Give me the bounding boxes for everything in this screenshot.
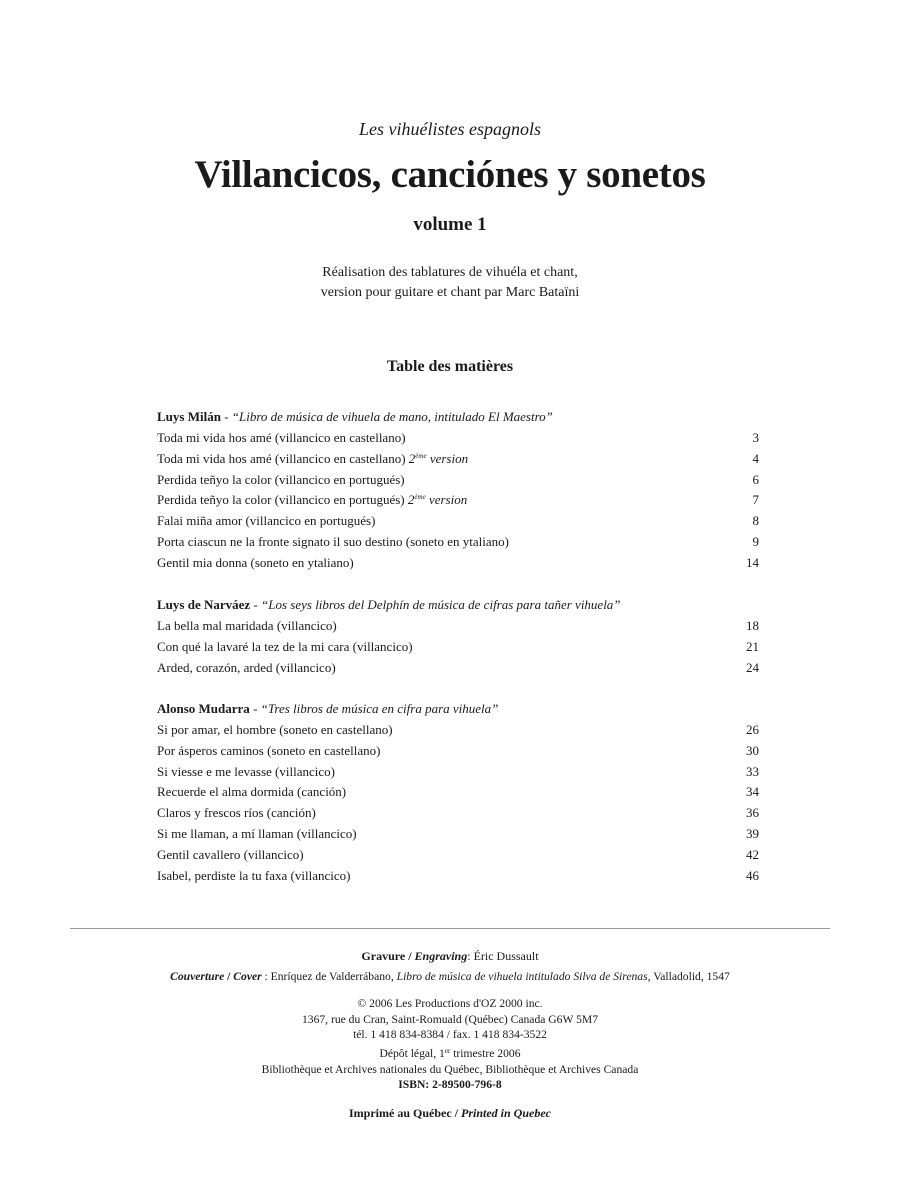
engraving-credit: Gravure / Engraving: Éric Dussault bbox=[361, 949, 539, 963]
entry-title: Gentil cavallero (villancico) bbox=[157, 846, 304, 862]
entry-page: 9 bbox=[752, 534, 759, 550]
toc-entry bbox=[157, 616, 759, 637]
entry-page: 26 bbox=[746, 721, 759, 737]
entry-title: La bella mal maridada (villancico) bbox=[157, 617, 337, 633]
toc-entry bbox=[157, 866, 759, 887]
entry-title: Porta ciascun ne la fronte signato il suo destino (soneto en ytaliano) bbox=[157, 534, 509, 550]
toc-entry bbox=[157, 470, 759, 491]
address: 1367, rue du Cran, Saint-Romuald (Québec) Canada G6W 5M7 bbox=[301, 1012, 598, 1026]
legal-deposit bbox=[0, 1046, 900, 1093]
entry-title: Falai miña amor (villancico en portugués) bbox=[157, 513, 376, 529]
toc-section-narvaez bbox=[157, 595, 759, 678]
entry-page: 4 bbox=[752, 450, 759, 466]
realisation-line: version pour guitare et chant par Marc Bataïni bbox=[320, 285, 580, 300]
composer-line bbox=[157, 407, 759, 428]
entry-page: 36 bbox=[746, 805, 759, 821]
entry-page: 6 bbox=[752, 471, 759, 487]
toc-entry bbox=[157, 782, 759, 803]
separator: - bbox=[249, 701, 261, 716]
toc-entry bbox=[157, 741, 759, 762]
series-title: Les vihuélistes espagnols bbox=[359, 119, 541, 139]
toc-entry bbox=[157, 762, 759, 783]
entry-page: 14 bbox=[746, 554, 759, 570]
composer-name: Alonso Mudarra bbox=[157, 701, 250, 716]
realisation-line: Réalisation des tablatures de vihuéla et chant, bbox=[322, 265, 578, 280]
composer-line bbox=[157, 595, 759, 616]
realisation-credit bbox=[0, 263, 900, 303]
entry-page: 30 bbox=[746, 742, 759, 758]
entry-title: Gentil mia donna (soneto en ytaliano) bbox=[157, 554, 354, 570]
entry-title: Perdida teñyo la color (villancico en portugués) bbox=[157, 492, 408, 508]
divider bbox=[70, 928, 830, 929]
toc-entry bbox=[157, 553, 759, 574]
version-note: 2ème version bbox=[407, 492, 468, 508]
page-title: Villancicos, canciónes y sonetos bbox=[194, 153, 706, 196]
entry-page: 3 bbox=[752, 429, 759, 445]
composer-name: Luys de Narváez bbox=[157, 597, 251, 612]
phone-fax: tél. 1 418 834-8384 / fax. 1 418 834-3522 bbox=[353, 1028, 547, 1041]
depot-legal: Dépôt légal, 1er trimestre 2006 bbox=[379, 1047, 521, 1060]
toc-section-milan bbox=[157, 407, 759, 574]
toc-entry bbox=[157, 803, 759, 824]
toc-entry bbox=[157, 428, 759, 449]
entry-title: Claros y frescos ríos (canción) bbox=[157, 805, 316, 821]
entry-page: 33 bbox=[746, 763, 759, 779]
entry-title: Arded, corazón, arded (villancico) bbox=[157, 659, 336, 675]
toc-entry bbox=[157, 824, 759, 845]
entry-title: Con qué la lavaré la tez de la mi cara (villancico) bbox=[157, 638, 413, 654]
entry-page: 24 bbox=[746, 659, 759, 675]
entry-page: 39 bbox=[746, 826, 759, 842]
source-title: “Libro de música de vihuela de mano, intitulado El Maestro” bbox=[231, 409, 553, 424]
entry-title: Toda mi vida hos amé (villancico en castellano) bbox=[157, 429, 406, 445]
entry-title: Por ásperos caminos (soneto en castellano) bbox=[157, 742, 381, 758]
toc-section-mudarra bbox=[157, 699, 759, 887]
entry-page: 21 bbox=[746, 638, 759, 654]
entry-page: 8 bbox=[752, 513, 759, 529]
entry-title: Recuerde el alma dormida (canción) bbox=[157, 784, 347, 800]
entry-title: Si me llaman, a mí llaman (villancico) bbox=[157, 826, 357, 842]
toc-entry bbox=[157, 845, 759, 866]
toc-heading: Table des matières bbox=[386, 358, 514, 375]
separator: - bbox=[250, 597, 262, 612]
toc-entry bbox=[157, 637, 759, 658]
entry-title: Si viesse e me levasse (villancico) bbox=[157, 763, 335, 779]
copyright: © 2006 Les Productions d'OZ 2000 inc. bbox=[357, 997, 543, 1010]
entry-title: Toda mi vida hos amé (villancico en castellano) bbox=[157, 450, 409, 466]
toc-entry bbox=[157, 658, 759, 679]
composer-line bbox=[157, 699, 759, 720]
volume-label: volume 1 bbox=[413, 214, 487, 235]
entry-page: 7 bbox=[752, 492, 759, 508]
entry-title: Si por amar, el hombre (soneto en castellano) bbox=[157, 721, 393, 737]
printed-in: Imprimé au Québec / Printed in Quebec bbox=[349, 1106, 551, 1120]
entry-title: Perdida teñyo la color (villancico en portugués) bbox=[157, 471, 405, 487]
composer-name: Luys Milán bbox=[157, 409, 221, 424]
toc-entry bbox=[157, 511, 759, 532]
publisher-info bbox=[0, 996, 900, 1043]
entry-page: 42 bbox=[746, 846, 759, 862]
entry-page: 46 bbox=[746, 867, 759, 883]
isbn: ISBN: 2-89500-796-8 bbox=[398, 1078, 502, 1091]
toc-entry bbox=[157, 720, 759, 741]
entry-page: 18 bbox=[746, 617, 759, 633]
separator: - bbox=[220, 409, 232, 424]
cover-credit: Couverture / Cover : Enríquez de Valderrábano, Libro de música de vihuela intitulado Silva de Sirenas, Valladolid, 1547 bbox=[170, 970, 730, 983]
toc-entry bbox=[157, 449, 759, 470]
libraries: Bibliothèque et Archives nationales du Québec, Bibliothèque et Archives Canada bbox=[261, 1062, 639, 1076]
source-title: “Tres libros de música en cifra para vihuela” bbox=[260, 701, 499, 716]
source-title: “Los seys libros del Delphín de música de cifras para tañer vihuela” bbox=[261, 597, 621, 612]
toc-entry bbox=[157, 490, 759, 511]
entry-title: Isabel, perdiste la tu faxa (villancico) bbox=[157, 867, 351, 883]
toc-entry bbox=[157, 532, 759, 553]
entry-page: 34 bbox=[746, 784, 759, 800]
version-note: 2ème version bbox=[408, 450, 469, 466]
